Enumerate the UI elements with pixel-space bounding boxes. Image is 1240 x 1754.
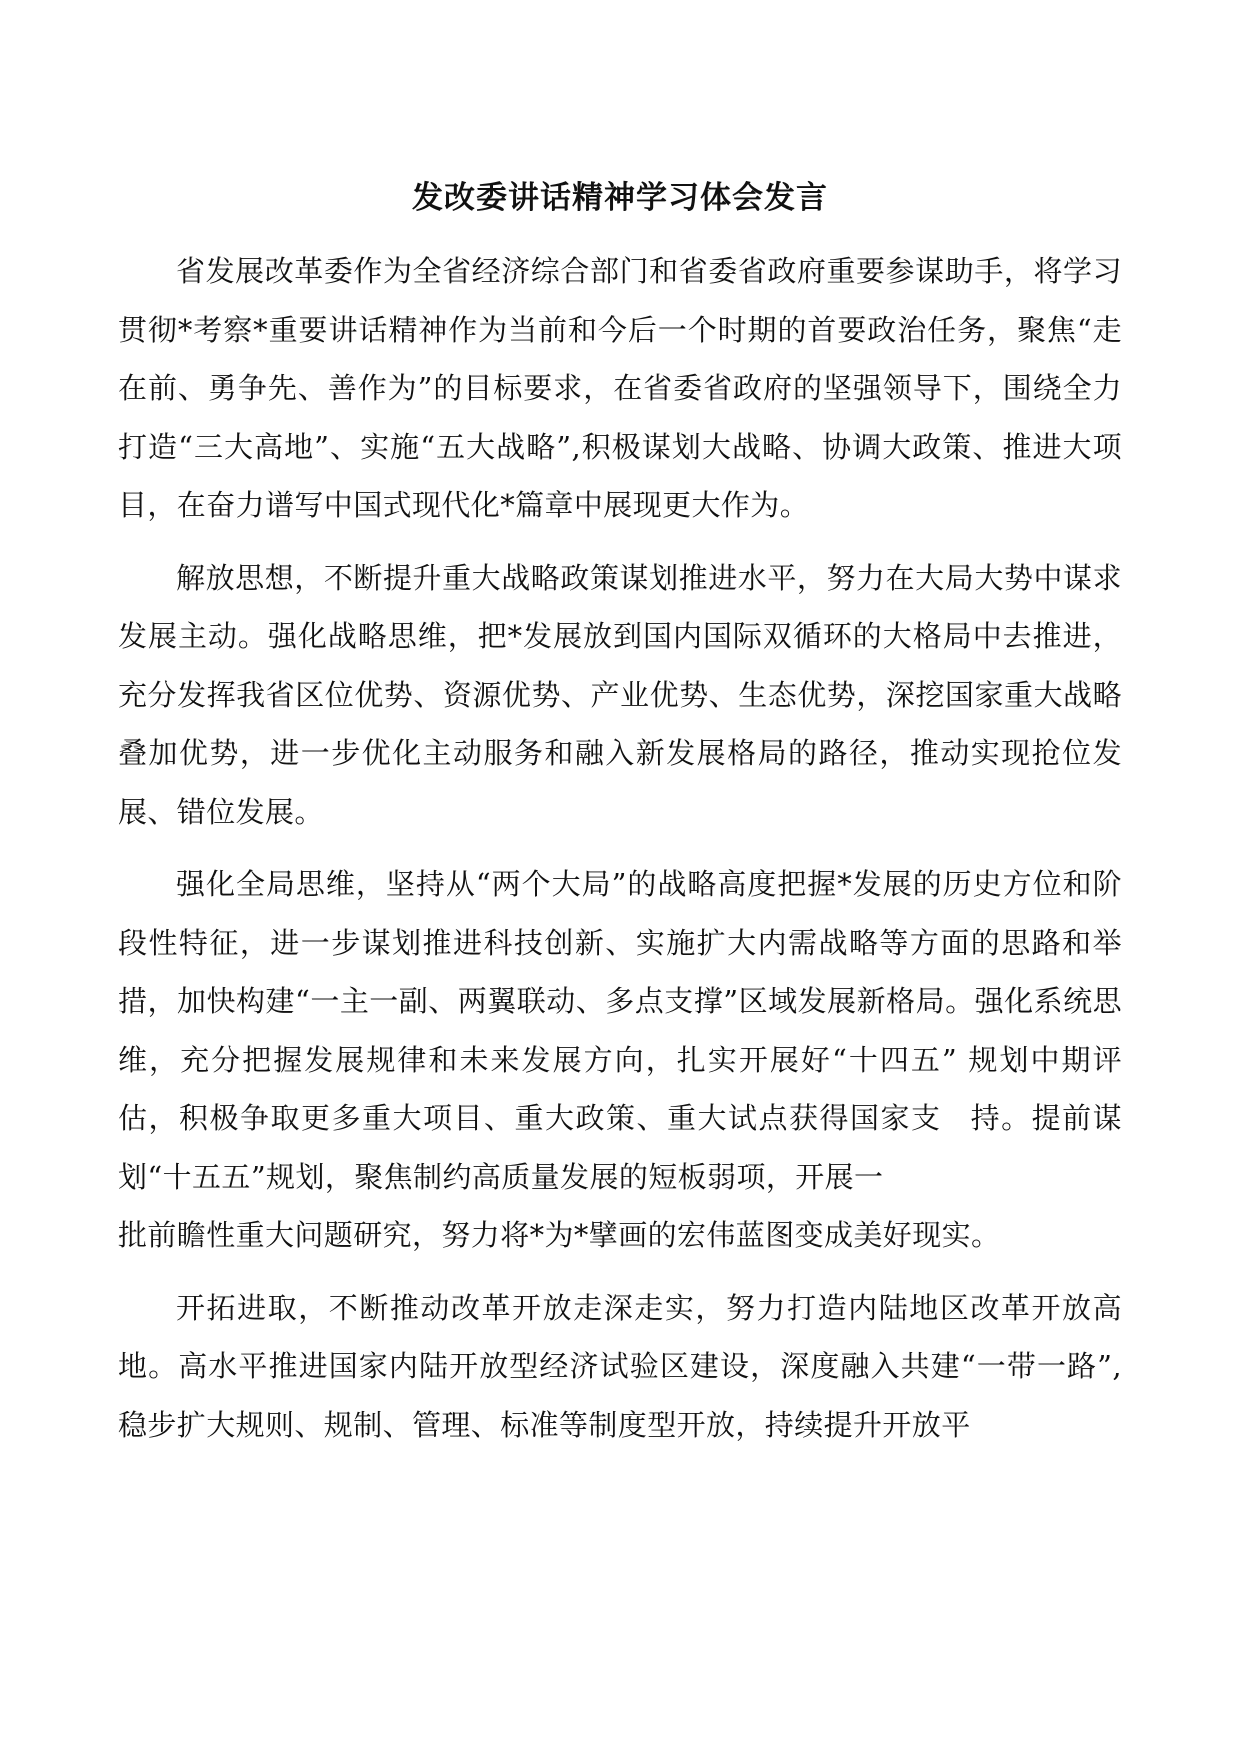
document-title: 发改委讲话精神学习体会发言: [412, 180, 828, 216]
paragraph-2: 解放思想，不断提升重大战略政策谋划推进水平，努力在大局大势中谋求发展主动。强化战略思维，把*发展放到国内国际双循环的大格局中去推进，充分发挥我省区位优势、资源优势、产业优势、生态优势，深挖国家重大战略叠加优势，进一步优化主动服务和融入新发展格局的路径，推动实现抢位发展、错位发展。: [118, 560, 1122, 829]
paragraph-1: 省发展改革委作为全省经济综合部门和省委省政府重要参谋助手，将学习贯彻*考察*重要讲话精神作为当前和今后一个时期的首要政治任务，聚焦“走在前、勇争先、善作为”的目标要求，在省委省政府的坚强领导下，围绕全力打造“三大高地”、实施“五大战略”,积极谋划大战略、协调大政策、推进大项目，在奋力谱写中国式现代化*篇章中展现更大作为。: [118, 254, 1122, 522]
document-body: [118, 242, 1122, 1468]
paragraph-3-continuation: 持。提前谋划“十五五”规划，聚焦制约高质量发展的短板弱项，开展一: [118, 1101, 1122, 1194]
paragraph-3: [118, 855, 1122, 1206]
paragraph-4: 开拓进取，不断推动改革开放走深走实，努力打造内陆地区改革开放高地。高水平推进国家内陆开放型经济试验区建设，深度融入共建“一带一路”,稳步扩大规则、规制、管理、标准等制度型开放，持续提升开放平: [118, 1290, 1122, 1442]
paragraph-3-text: 强化全局思维，坚持从“两个大局”的战略高度把握*发展的历史方位和阶段性特征，进一步谋划推进科技创新、实施扩大内需战略等方面的思路和举措，加快构建“一主一副、两翼联动、多点支撑”区域发展新格局。强化系统思维，充分把握发展规律和未来发展方向，扎实开展好“十四五” 规划中期评估，积极争取更多重大项目、重大政策、重大试点获得国家支: [118, 867, 1122, 1135]
paragraph-3-tail: 批前瞻性重大问题研究，努力将*为*擘画的宏伟蓝图变成美好现实。: [118, 1218, 1001, 1252]
